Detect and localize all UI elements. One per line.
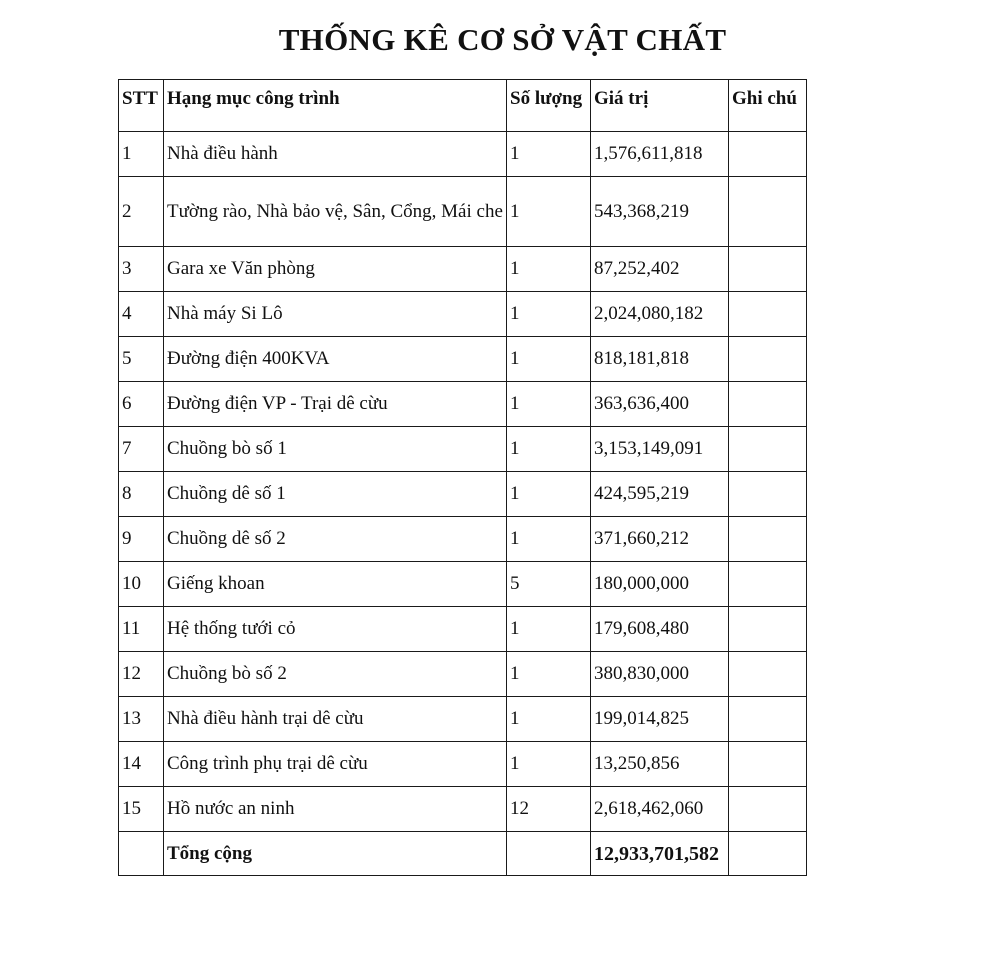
cell-note (729, 607, 807, 652)
cell-quantity: 1 (507, 382, 591, 427)
cell-note (729, 517, 807, 562)
cell-note (729, 652, 807, 697)
cell-quantity: 1 (507, 472, 591, 517)
cell-note (729, 562, 807, 607)
cell-value: 87,252,402 (591, 247, 729, 292)
cell-item: Hồ nước an ninh (164, 787, 507, 832)
table-row (119, 562, 807, 607)
cell-value: 818,181,818 (591, 337, 729, 382)
document-title: THỐNG KÊ CƠ SỞ VẬT CHẤT (278, 22, 727, 57)
header-quantity: Số lượng (507, 80, 591, 132)
cell-item: Công trình phụ trại dê cừu (164, 742, 507, 787)
cell-stt: 14 (119, 742, 164, 787)
cell-item: Giếng khoan (164, 562, 507, 607)
cell-note (729, 787, 807, 832)
cell-item: Chuồng bò số 1 (164, 427, 507, 472)
cell-note (729, 427, 807, 472)
table-row (119, 382, 807, 427)
table-row (119, 337, 807, 382)
cell-value: 380,830,000 (591, 652, 729, 697)
cell-stt: 12 (119, 652, 164, 697)
cell-item: Hệ thống tưới cỏ (164, 607, 507, 652)
table-row (119, 247, 807, 292)
cell-stt: 1 (119, 132, 164, 177)
cell-stt: 13 (119, 697, 164, 742)
cell-value: 179,608,480 (591, 607, 729, 652)
cell-quantity: 1 (507, 177, 591, 247)
cell-note (729, 472, 807, 517)
cell-note (729, 132, 807, 177)
total-label: Tổng cộng (164, 832, 507, 876)
cell-quantity: 1 (507, 652, 591, 697)
table-row (119, 607, 807, 652)
cell-quantity: 1 (507, 337, 591, 382)
cell-quantity: 1 (507, 742, 591, 787)
table-row (119, 472, 807, 517)
cell-quantity: 1 (507, 517, 591, 562)
cell-stt: 4 (119, 292, 164, 337)
cell-stt: 8 (119, 472, 164, 517)
cell-quantity: 1 (507, 697, 591, 742)
cell-note (729, 742, 807, 787)
cell-item: Gara xe Văn phòng (164, 247, 507, 292)
total-note-cell (729, 832, 807, 876)
cell-note (729, 177, 807, 247)
cell-item: Tường rào, Nhà bảo vệ, Sân, Cổng, Mái che (164, 177, 507, 247)
cell-item: Đường điện 400KVA (164, 337, 507, 382)
cell-quantity: 1 (507, 292, 591, 337)
cell-value: 424,595,219 (591, 472, 729, 517)
cell-stt: 5 (119, 337, 164, 382)
total-stt-cell (119, 832, 164, 876)
cell-value: 3,153,149,091 (591, 427, 729, 472)
cell-value: 363,636,400 (591, 382, 729, 427)
cell-value: 2,618,462,060 (591, 787, 729, 832)
cell-stt: 10 (119, 562, 164, 607)
cell-quantity: 1 (507, 607, 591, 652)
cell-note (729, 697, 807, 742)
cell-item: Chuồng dê số 1 (164, 472, 507, 517)
header-note: Ghi chú (729, 80, 807, 132)
cell-quantity: 1 (507, 132, 591, 177)
cell-value: 1,576,611,818 (591, 132, 729, 177)
header-stt: STT (119, 80, 164, 132)
cell-quantity: 12 (507, 787, 591, 832)
cell-note (729, 382, 807, 427)
cell-item: Nhà điều hành trại dê cừu (164, 697, 507, 742)
cell-stt: 15 (119, 787, 164, 832)
table-row (119, 292, 807, 337)
total-value: 12,933,701,582 (591, 832, 729, 876)
cell-value: 199,014,825 (591, 697, 729, 742)
cell-value: 180,000,000 (591, 562, 729, 607)
table-row (119, 132, 807, 177)
table-row (119, 787, 807, 832)
cell-note (729, 292, 807, 337)
table-header-row (119, 80, 807, 132)
total-quantity-cell (507, 832, 591, 876)
cell-item: Đường điện VP - Trại dê cừu (164, 382, 507, 427)
cell-stt: 6 (119, 382, 164, 427)
cell-stt: 7 (119, 427, 164, 472)
cell-quantity: 1 (507, 247, 591, 292)
facilities-table (118, 79, 807, 876)
table-row (119, 742, 807, 787)
cell-item: Chuồng dê số 2 (164, 517, 507, 562)
cell-value: 543,368,219 (591, 177, 729, 247)
table-row (119, 177, 807, 247)
cell-note (729, 337, 807, 382)
header-value: Giá trị (591, 80, 729, 132)
cell-stt: 2 (119, 177, 164, 247)
cell-item: Nhà máy Si Lô (164, 292, 507, 337)
table-row (119, 427, 807, 472)
cell-item: Nhà điều hành (164, 132, 507, 177)
cell-stt: 9 (119, 517, 164, 562)
cell-stt: 11 (119, 607, 164, 652)
total-row (119, 832, 807, 876)
cell-quantity: 1 (507, 427, 591, 472)
cell-value: 371,660,212 (591, 517, 729, 562)
header-item: Hạng mục công trình (164, 80, 507, 132)
cell-note (729, 247, 807, 292)
cell-item: Chuồng bò số 2 (164, 652, 507, 697)
table-row (119, 697, 807, 742)
table-row (119, 517, 807, 562)
cell-value: 13,250,856 (591, 742, 729, 787)
cell-stt: 3 (119, 247, 164, 292)
cell-quantity: 5 (507, 562, 591, 607)
table-row (119, 652, 807, 697)
cell-value: 2,024,080,182 (591, 292, 729, 337)
